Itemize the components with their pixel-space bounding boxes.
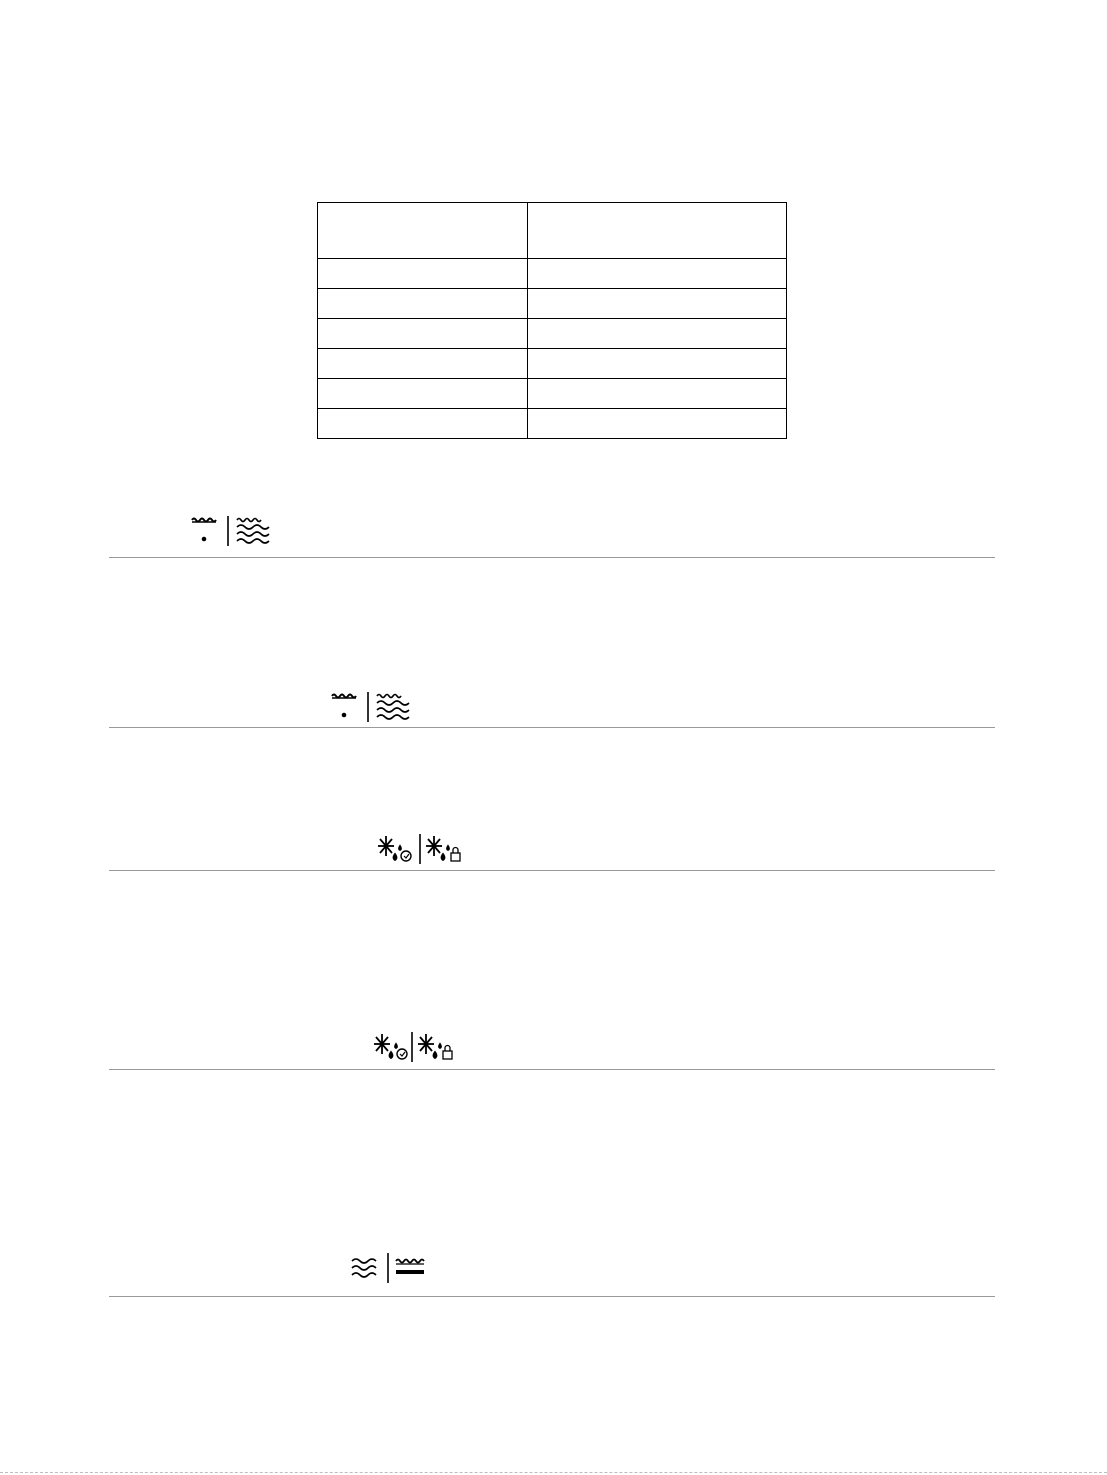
wave-dot-icon xyxy=(192,519,216,542)
section-1-icons xyxy=(190,514,270,548)
table-cell xyxy=(318,259,528,289)
table-row xyxy=(318,349,787,379)
page-edge xyxy=(0,1472,1107,1473)
table-header-cell xyxy=(318,203,528,259)
table-row xyxy=(318,379,787,409)
section-4-icons xyxy=(372,1030,468,1064)
section-divider xyxy=(109,557,995,558)
table-cell xyxy=(318,349,528,379)
section-divider xyxy=(109,1296,995,1297)
wave-bar-icon xyxy=(396,1260,424,1275)
section-divider xyxy=(109,727,995,728)
table-row xyxy=(318,289,787,319)
table-cell xyxy=(528,319,787,349)
table-row xyxy=(318,409,787,439)
spray-lock-icon xyxy=(418,1034,452,1059)
table-row xyxy=(318,319,787,349)
triple-wave-icon xyxy=(237,519,269,544)
table-cell xyxy=(318,379,528,409)
table-row xyxy=(318,259,787,289)
table-cell xyxy=(318,409,528,439)
double-wave-icon xyxy=(352,1259,376,1277)
spray-timer-icon xyxy=(378,836,411,861)
settings-table xyxy=(317,202,787,439)
section-divider xyxy=(109,870,995,871)
table-cell xyxy=(528,349,787,379)
table-cell xyxy=(528,259,787,289)
table-cell xyxy=(318,319,528,349)
section-3-icons xyxy=(376,832,472,866)
table-cell xyxy=(318,289,528,319)
table-header-cell xyxy=(528,203,787,259)
triple-wave-icon xyxy=(377,695,409,720)
table-header-row xyxy=(318,203,787,259)
section-divider xyxy=(109,1069,995,1070)
table-cell xyxy=(528,379,787,409)
spray-lock-icon xyxy=(426,836,460,861)
section-5-icons xyxy=(350,1251,430,1285)
table-cell xyxy=(528,289,787,319)
spray-timer-icon xyxy=(374,1034,407,1059)
section-2-icons xyxy=(330,690,410,724)
wave-dot-icon xyxy=(332,695,356,718)
table-cell xyxy=(528,409,787,439)
